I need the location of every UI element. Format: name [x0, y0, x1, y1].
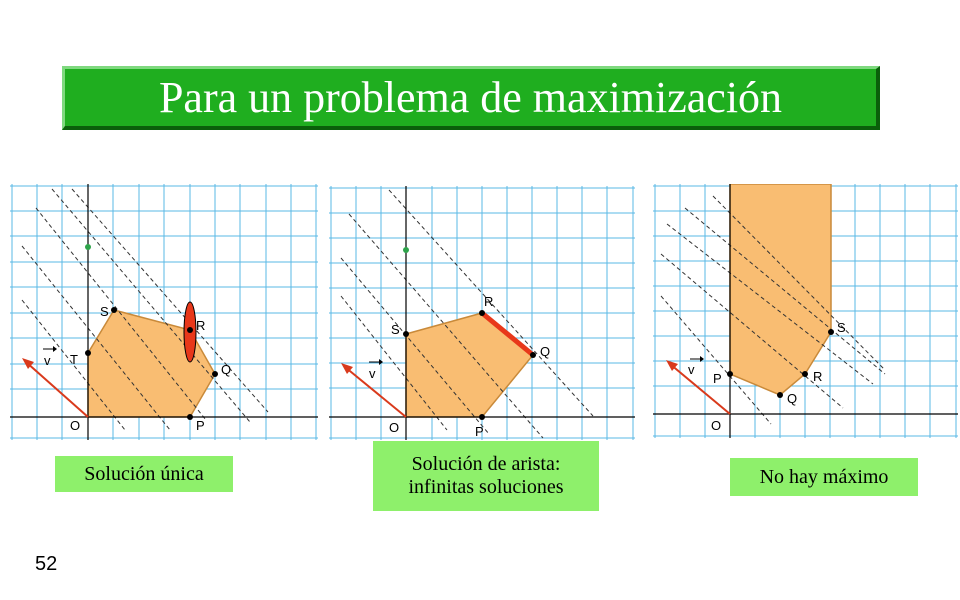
- graph-edge-solution: [329, 186, 635, 440]
- vertex-q: [777, 392, 783, 398]
- vertex-s: [111, 307, 117, 313]
- caption-line: Solución única: [84, 462, 204, 485]
- caption-line: No hay máximo: [759, 465, 889, 488]
- level-origin-marker: [403, 247, 409, 253]
- label-o: O: [711, 418, 722, 433]
- label-v: v: [369, 366, 376, 381]
- vertex-p: [727, 371, 733, 377]
- label-v: v: [688, 362, 695, 377]
- panel-unique-solution: [10, 184, 318, 440]
- vector-v: [22, 346, 88, 417]
- vertex-q: [212, 371, 218, 377]
- label-q: Q: [221, 362, 232, 377]
- vertex-r: [187, 327, 193, 333]
- label-p: P: [713, 371, 722, 386]
- unbounded-region: [730, 184, 831, 395]
- vertex-r: [802, 371, 808, 377]
- label-s: S: [391, 322, 400, 337]
- label-r: R: [484, 294, 494, 309]
- label-v: v: [44, 353, 51, 368]
- label-o: O: [70, 418, 81, 433]
- vertex-p: [479, 414, 485, 420]
- vertex-s: [828, 329, 834, 335]
- label-p: P: [196, 418, 205, 433]
- page-number: 52: [35, 553, 58, 575]
- caption-no-maximum: [730, 458, 918, 496]
- feasible-region: [406, 313, 533, 417]
- slide-title: Para un problema de maximización: [158, 72, 783, 122]
- panel-edge-solution: [329, 186, 635, 440]
- label-r: R: [813, 369, 823, 384]
- vertex-q: [530, 352, 536, 358]
- label-t: T: [70, 352, 78, 367]
- label-s: S: [837, 320, 846, 335]
- caption-edge-solution: [373, 441, 599, 511]
- label-r: R: [196, 318, 206, 333]
- caption-line: infinitas soluciones: [408, 476, 564, 498]
- vertex-p: [187, 414, 193, 420]
- label-o: O: [389, 420, 400, 435]
- label-q: Q: [787, 391, 798, 406]
- vertex-r: [479, 310, 485, 316]
- label-s: S: [100, 304, 109, 319]
- vertex-t: [85, 350, 91, 356]
- panel-no-maximum: [653, 184, 958, 438]
- title-banner: [62, 66, 880, 130]
- graph-unique-solution: [10, 184, 318, 440]
- label-q: Q: [540, 344, 551, 359]
- label-p: P: [475, 424, 484, 439]
- vertex-s: [403, 331, 409, 337]
- caption-line: Solución de arista:: [411, 453, 561, 475]
- graph-no-maximum: [653, 184, 958, 438]
- level-origin-marker: [85, 244, 91, 250]
- caption-unique-solution: [55, 456, 233, 492]
